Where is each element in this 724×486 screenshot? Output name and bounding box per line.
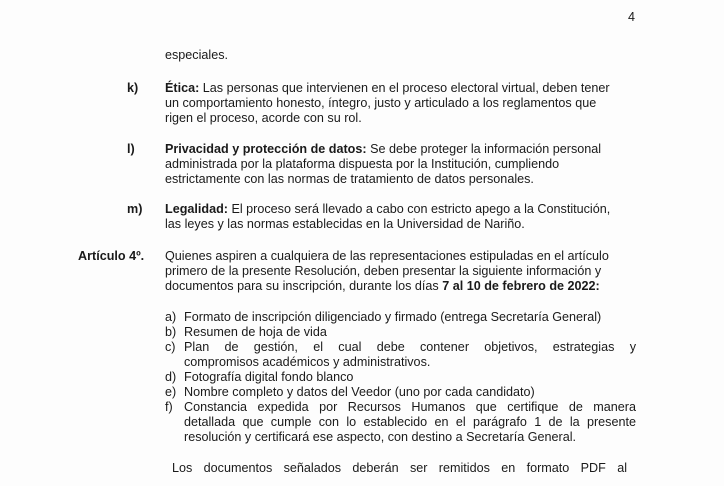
article-body (165, 249, 636, 294)
article-line: documentos para su inscripción, durante los días (165, 279, 439, 293)
item-line: Se debe proteger la información personal (370, 142, 602, 156)
document-marker: e) (165, 385, 177, 399)
document-marker: c) (165, 340, 176, 354)
document-line: resolución y certificará ese aspecto, con destino a Secretaría General. (184, 430, 577, 444)
document-item (165, 385, 636, 400)
document-marker: a) (165, 310, 177, 324)
documents-list (165, 310, 636, 445)
document-line: Plan de gestión, el cual debe contener objetivos, estrategias y (184, 340, 636, 354)
article-line: primero de la presente Resolución, deben presentar la siguiente información y (165, 264, 602, 278)
item-body (165, 142, 636, 187)
item-line: administrada por la plataforma dispuesta por la Institución, cumpliendo (165, 157, 560, 171)
item-line: estrictamente con las normas de tratamiento de datos personales. (165, 172, 534, 186)
page-number: 4 (628, 10, 636, 24)
document-line: compromisos académicos y administrativos. (184, 355, 431, 369)
item-body (165, 81, 636, 126)
item-line: las leyes y las normas establecidas en la Universidad de Nariño. (165, 217, 525, 231)
document-line: Fotografía digital fondo blanco (184, 370, 354, 384)
closing-paragraph (172, 461, 627, 476)
document-line: Constancia expedida por Recursos Humanos que certifique de manera (184, 400, 636, 414)
document-line: detallada que cumple con lo establecido en el parágrafo 1 de la presente (184, 415, 636, 429)
item-line: Las personas que intervienen en el proceso electoral virtual, deben tener (202, 81, 610, 95)
intro-line: especiales. (165, 48, 229, 62)
item-label: k) (127, 81, 139, 95)
closing-line: Los documentos señalados deberán ser remitidos en formato PDF al (172, 461, 627, 475)
document-line: Resumen de hoja de vida (184, 325, 327, 339)
document-item (165, 370, 636, 385)
item-line: El proceso será llevado a cabo con estricto apego a la Constitución, (231, 202, 611, 216)
registration-dates: 7 al 10 de febrero de 2022: (442, 279, 600, 293)
document-line: Nombre completo y datos del Veedor (uno por cada candidato) (184, 385, 535, 399)
item-term: Ética: (165, 81, 200, 95)
article-line: Quienes aspiren a cualquiera de las representaciones estipuladas en el artículo (165, 249, 609, 263)
document-marker: f) (165, 400, 173, 414)
document-marker: d) (165, 370, 177, 384)
item-line: rigen el proceso, acorde con su rol. (165, 111, 362, 125)
item-label: l) (127, 142, 135, 156)
document-item (165, 400, 636, 445)
document-marker: b) (165, 325, 177, 339)
document-line: Formato de inscripción diligenciado y firmado (entrega Secretaría General) (184, 310, 602, 324)
item-term: Privacidad y protección de datos: (165, 142, 367, 156)
document-item (165, 310, 636, 325)
document-item (165, 325, 636, 340)
item-line: un comportamiento honesto, íntegro, justo y articulado a los reglamentos que (165, 96, 597, 110)
item-label: m) (127, 202, 143, 216)
item-body (165, 202, 636, 232)
item-term: Legalidad: (165, 202, 228, 216)
article-label: Artículo 4º. (78, 249, 145, 263)
document-item (165, 340, 636, 370)
